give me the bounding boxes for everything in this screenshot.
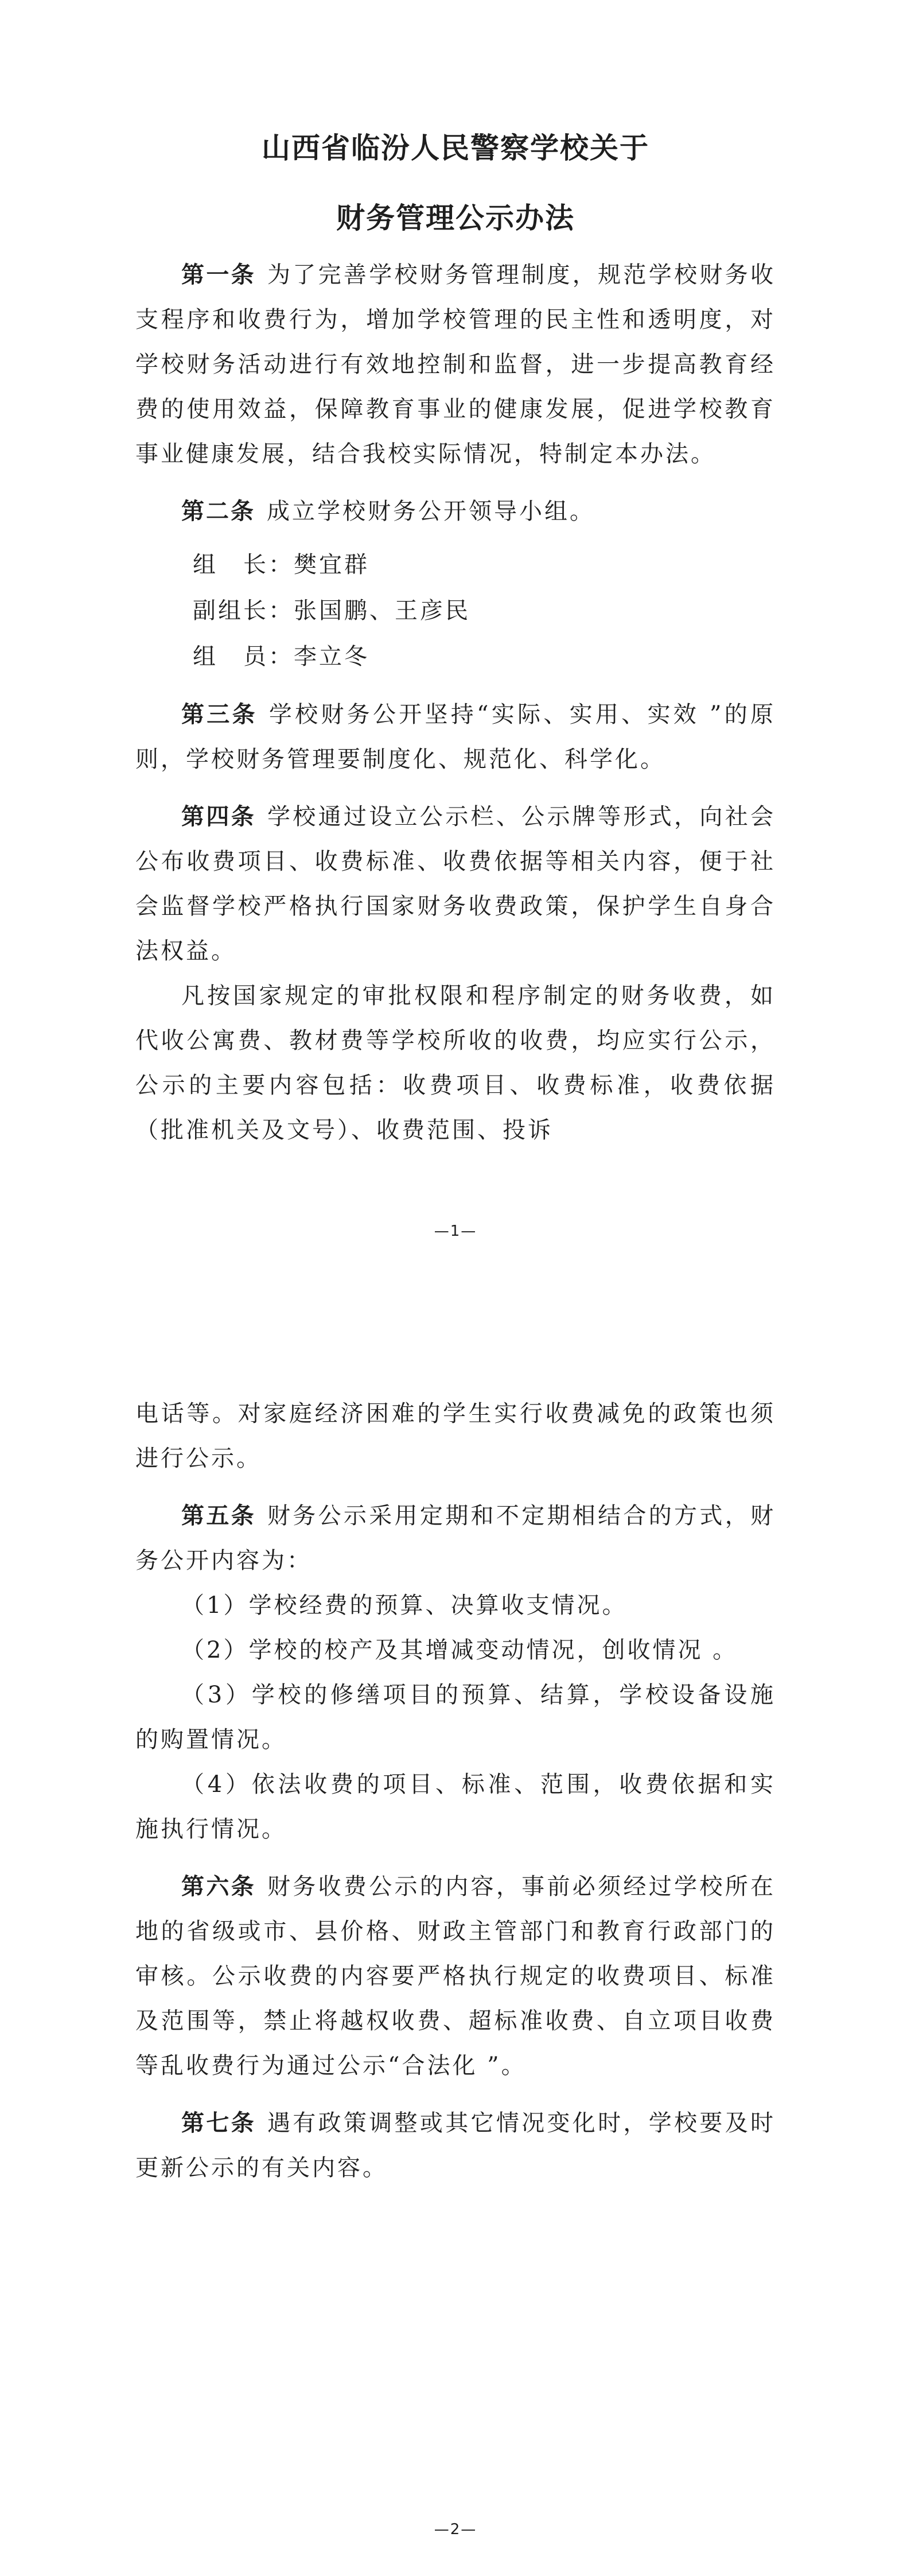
article-3-heading: 第三条 [181,701,258,728]
page-2 [0,1288,911,2576]
article-3 [135,692,776,782]
fees-paragraph: 凡按国家规定的审批权限和程序制定的财务收费，如代收公寓费、教材费等学校所收的收费，均应实行公示，公示的主要内容包括：收费项目、收费标准，收费依据（批准机关及文号）、收费范围、投诉 [135,983,776,1143]
page-number-2: —2— [434,2521,477,2538]
article-2-text: 成立学校财务公开领导小组。 [267,498,595,525]
list-item-1: （1）学校经费的预算、决算收支情况。 [181,1592,628,1619]
article-7-heading: 第七条 [181,2110,256,2136]
article-1 [135,253,776,476]
article-6-text: 财务收费公示的内容，事前必须经过学校所在地的省级或市、县价格、财政主管部门和教育行政部门的审核。公示收费的内容要严格执行规定的收费项目、标准及范围等，禁止将越权收费、超标准收费、自立项目收费等乱收费行为通过公示“合法化 ”。 [135,1873,776,2079]
article-4-heading: 第四条 [181,804,256,830]
list-item-4: （4）依法收费的项目、标准、范围，收费依据和实施执行情况。 [135,1771,776,1842]
article-6-heading: 第六条 [181,1873,256,1900]
page-2-body [135,1391,776,2190]
article-5 [135,1493,776,1583]
article-6 [135,1864,776,2088]
article-2-heading: 第二条 [181,498,255,525]
article-2 [135,489,776,534]
article-5-text: 财务公示采用定期和不定期相结合的方式，财务公开内容为： [135,1503,776,1574]
article-7 [135,2101,776,2190]
article-4-text: 学校通过设立公示栏、公示牌等形式，向社会公布收费项目、收费标准、收费依据等相关内容，便于社会监督学校严格执行国家财务收费政策，保护学生自身合法权益。 [135,804,776,964]
fees-paragraph-continuation: 电话等。对家庭经济困难的学生实行收费减免的政策也须进行公示。 [135,1400,776,1472]
article-1-heading: 第一条 [181,262,256,288]
member-leader: 组 长：樊宜群 [193,552,369,578]
member-staff: 组 员：李立冬 [193,643,369,670]
article-3-text: 学校财务公开坚持“实际、实用、实效 ”的原则，学校财务管理要制度化、规范化、科学化。 [135,701,776,773]
article-7-text: 遇有政策调整或其它情况变化时，学校要及时更新公示的有关内容。 [135,2110,776,2181]
document-title-line-2: 财务管理公示办法 [336,201,575,235]
article-1-text: 为了完善学校财务管理制度，规范学校财务收支程序和收费行为，增加学校管理的民主性和透明度，对学校财务活动进行有效地控制和监督，进一步提高教育经费的使用效益，保障教育事业的健康发展，促进学校教育事业健康发展，结合我校实际情况，特制定本办法。 [135,262,776,467]
member-deputy-leader: 副组长：张国鹏、王彦民 [193,598,470,624]
page-1-body [135,253,776,1153]
article-5-heading: 第五条 [181,1503,256,1529]
document-title-line-1: 山西省临汾人民警察学校关于 [262,131,649,165]
article-4 [135,794,776,973]
list-item-2: （2）学校的校产及其增减变动情况，创收情况 。 [181,1637,738,1663]
list-item-3: （3）学校的修缮项目的预算、结算，学校设备设施的购置情况。 [135,1682,776,1753]
page-number-1: —1— [434,1223,477,1240]
